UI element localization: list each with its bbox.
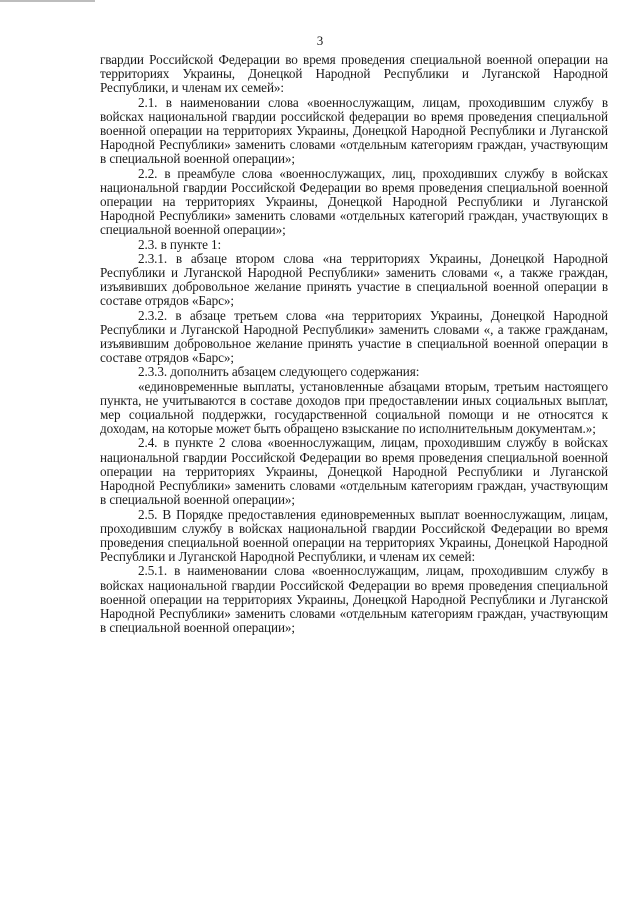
- paragraph-quoted-addition: «единовременные выплаты, установленные абзацами вторым, третьим настоящего пункта, не учитываются в составе доходов при предоставлении иных социальных выплат, мер социальной поддержки, государственной социальной помощи и не относятся к доходам, на которые может быть обращено взыскание по исполнительным документам.»;: [100, 378, 608, 437]
- paragraph-2-4: 2.4. в пункте 2 слова «военнослужащим, лицам, проходившим службу в войсках национальной гвардии Российской Федерации во время проведения специальной военной операции на территориях Украины, Донецкой Народной Республики и Луганской Народной Республики» заменить словами «отдельным категориям граждан, участвующим в специальной военной операции»;: [100, 435, 608, 508]
- paragraph-continuation: гвардии Российской Федерации во время проведения специальной военной операции на территориях Украины, Донецкой Народной Республики и Луганской Народной Республики, и членам их семей»:: [100, 52, 608, 96]
- paragraph-2-5-1: 2.5.1. в наименовании слова «военнослужащим, лицам, проходившим службу в войсках национальной гвардии Российской Федерации во время проведения специальной военной операции на территориях Украины, Донецкой Народной Республики и Луганской Народной Республики» заменить словами «отдельным категориям граждан, участвующим в специальной военной операции»;: [100, 563, 608, 636]
- paragraph-2-3-1: 2.3.1. в абзаце втором слова «на территориях Украины, Донецкой Народной Республики и Луганской Народной Республики» заменить словами «, а также граждан, изъявивших добровольное желание принять участие в специальной военной операции в составе отрядов «Барс»;: [100, 250, 608, 309]
- paragraph-2-3: 2.3. в пункте 1:: [138, 236, 222, 252]
- paragraph-2-3-3: 2.3.3. дополнить абзацем следующего содержания:: [138, 364, 420, 380]
- scan-edge-line: [0, 0, 95, 2]
- document-body: [100, 53, 608, 635]
- paragraph-2-5: 2.5. В Порядке предоставления единовременных выплат военнослужащим, лицам, проходившим службу в войсках национальной гвардии Российской Федерации во время проведения специальной военной операции на территориях Украины, Донецкой Народной Республики и Луганской Народной Республики, и членам их семей:: [100, 506, 608, 565]
- paragraph-2-3-2: 2.3.2. в абзаце третьем слова «на территориях Украины, Донецкой Народной Республики и Луганской Народной Республики» заменить словами «, а также гражданам, изъявившим добровольное желание принять участие в специальной военной операции в составе отрядов «Барс»;: [100, 307, 608, 366]
- paragraph-2-1: 2.1. в наименовании слова «военнослужащим, лицам, проходившим службу в войсках национальной гвардии российской федерации во время проведения специальной военной операции на территориях Украины, Донецкой Народной Республики и Луганской Народной Республики» заменить словами «отдельным категориям граждан, участвующим в специальной военной операции»;: [100, 94, 608, 167]
- paragraph-2-2: 2.2. в преамбуле слова «военнослужащих, лиц, проходивших службу в войсках национальной гвардии Российской Федерации во время проведения специальной военной операции на территориях Украины, Донецкой Народной Республики и Луганской Народной Республики» заменить словами «отдельных категорий граждан, участвующих в специальной военной операции»;: [100, 165, 608, 238]
- page-number: 3: [316, 33, 324, 48]
